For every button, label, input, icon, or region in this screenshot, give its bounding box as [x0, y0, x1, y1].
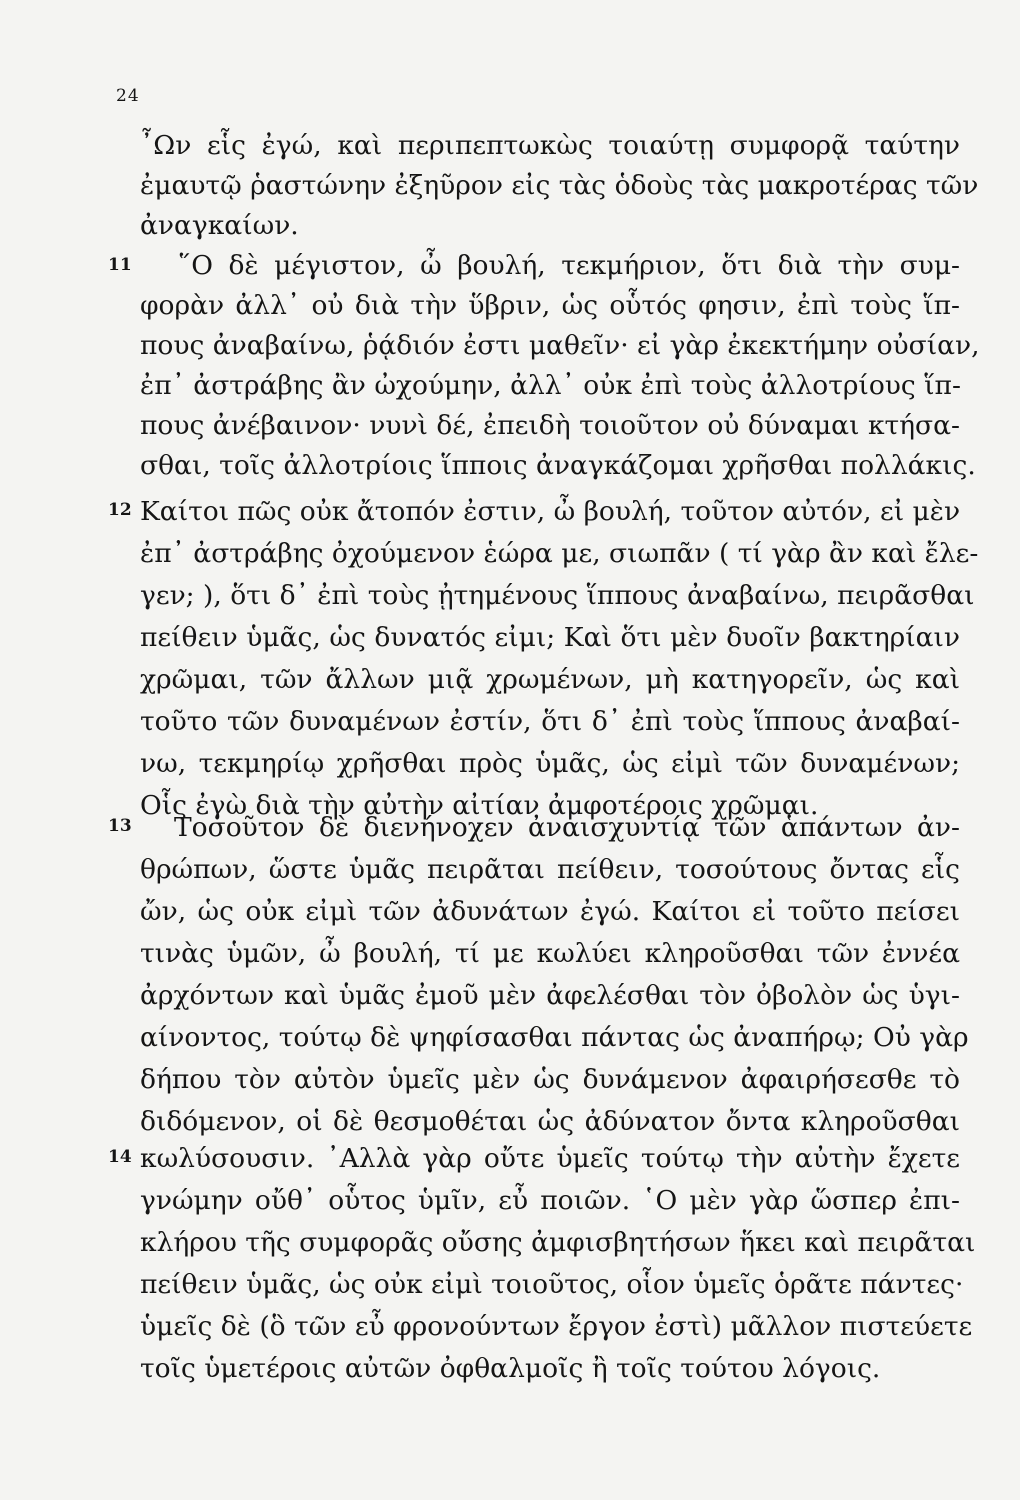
- text-line: φορὰν ἀλλ᾽ οὐ διὰ τὴν ὕβριν, ὡς οὗτός φησιν, ἐπὶ τοὺς ἵπ-: [140, 290, 960, 321]
- text-line: ἐμαυτῷ ῥαστώνην ἐξηῦρον εἰς τὰς ὁδοὺς τὰς μακροτέρας τῶν: [140, 170, 979, 201]
- text-line: πείθειν ὑμᾶς, ὡς οὐκ εἰμὶ τοιοῦτος, οἷον ὑμεῖς ὁρᾶτε πάντες·: [140, 1269, 964, 1300]
- section-number-12: 12: [108, 500, 132, 520]
- text-line: ὑμεῖς δὲ (ὃ τῶν εὖ φρονούντων ἔργον ἐστὶ) μᾶλλον πιστεύετε: [140, 1311, 973, 1342]
- text-line: ἐπ᾽ ἀστράβης ὀχούμενον ἑώρα με, σιωπᾶν ( τί γὰρ ἂν καὶ ἔλε-: [140, 538, 979, 569]
- text-line: νω, τεκμηρίῳ χρῆσθαι πρὸς ὑμᾶς, ὡς εἰμὶ τῶν δυναμένων;: [140, 748, 960, 779]
- text-line: ἀναγκαίων.: [140, 210, 299, 241]
- text-line: τοῦτο τῶν δυναμένων ἐστίν, ὅτι δ᾽ ἐπὶ τοὺς ἵππους ἀναβαί-: [140, 706, 960, 737]
- text-line: τινὰς ὑμῶν, ὦ βουλή, τί με κωλύει κληροῦσθαι τῶν ἐννέα: [140, 938, 960, 969]
- text-line: Καίτοι πῶς οὐκ ἄτοπόν ἐστιν, ὦ βουλή, τοῦτον αὐτόν, εἰ μὲν: [140, 496, 961, 527]
- text-line: Τοσοῦτον δὲ διενήνοχεν ἀναισχυντίᾳ τῶν ἁπάντων ἀν-: [174, 812, 960, 843]
- text-line: δήπου τὸν αὐτὸν ὑμεῖς μὲν ὡς δυνάμενον ἀφαιρήσεσθε τὸ: [140, 1064, 960, 1095]
- text-line: αίνοντος, τούτῳ δὲ ψηφίσασθαι πάντας ὡς ἀναπήρῳ; Οὐ γὰρ: [140, 1022, 969, 1053]
- text-line: θρώπων, ὥστε ὑμᾶς πειρᾶται πείθειν, τοσούτους ὄντας εἷς: [140, 854, 960, 885]
- text-line: τοῖς ὑμετέροις αὐτῶν ὀφθαλμοῖς ἢ τοῖς τούτου λόγοις.: [140, 1353, 881, 1384]
- text-line: ἐπ᾽ ἀστράβης ἂν ὠχούμην, ἀλλ᾽ οὐκ ἐπὶ τοὺς ἀλλοτρίους ἵπ-: [140, 370, 961, 401]
- section-number-13: 13: [108, 816, 132, 836]
- section-number-11: 11: [108, 255, 132, 275]
- text-line: πους ἀνέβαινον· νυνὶ δέ, ἐπειδὴ τοιοῦτον οὐ δύναμαι κτήσα-: [140, 410, 960, 441]
- section-number-14: 14: [108, 1147, 132, 1167]
- text-line: πους ἀναβαίνω, ῥᾴδιόν ἐστι μαθεῖν· εἰ γὰρ ἐκεκτήμην οὐσίαν,: [140, 330, 980, 361]
- text-line: ἀρχόντων καὶ ὑμᾶς ἐμοῦ μὲν ἀφελέσθαι τὸν ὀβολὸν ὡς ὑγι-: [140, 980, 960, 1011]
- text-line: πείθειν ὑμᾶς, ὡς δυνατός εἰμι; Καὶ ὅτι μὲν δυοῖν βακτηρίαιν: [140, 622, 960, 653]
- text-line: χρῶμαι, τῶν ἄλλων μιᾷ χρωμένων, μὴ κατηγορεῖν, ὡς καὶ: [140, 664, 960, 695]
- text-line: διδόμενον, οἱ δὲ θεσμοθέται ὡς ἀδύνατον ὄντα κληροῦσθαι: [140, 1106, 960, 1137]
- text-line: κλήρου τῆς συμφορᾶς οὔσης ἀμφισβητήσων ἥκει καὶ πειρᾶται: [140, 1227, 976, 1258]
- text-line: Οἷς ἐγὼ διὰ τὴν αὐτὴν αἰτίαν ἀμφοτέροις χρῶμαι.: [140, 790, 819, 821]
- text-line: γνώμην οὔθ᾽ οὗτος ὑμῖν, εὖ ποιῶν. ῾Ο μὲν γὰρ ὥσπερ ἐπι-: [140, 1185, 960, 1216]
- text-line: κωλύσουσιν. ᾽Αλλὰ γὰρ οὔτε ὑμεῖς τούτῳ τὴν αὐτὴν ἔχετε: [140, 1143, 960, 1174]
- text-line: ῏Ων εἷς ἐγώ, καὶ περιπεπτωκὼς τοιαύτῃ συμφορᾷ ταύτην: [140, 130, 960, 161]
- text-line: ὤν, ὡς οὐκ εἰμὶ τῶν ἀδυνάτων ἐγώ. Καίτοι εἰ τοῦτο πείσει: [140, 896, 960, 927]
- text-line: γεν; ), ὅτι δ᾽ ἐπὶ τοὺς ᾐτημένους ἵππους ἀναβαίνω, πειρᾶσθαι: [140, 580, 975, 611]
- page-number: 24: [116, 86, 140, 106]
- text-line: ῞Ο δὲ μέγιστον, ὦ βουλή, τεκμήριον, ὅτι διὰ τὴν συμ-: [178, 250, 960, 281]
- text-line: σθαι, τοῖς ἀλλοτρίοις ἵπποις ἀναγκάζομαι χρῆσθαι πολλάκις.: [140, 450, 976, 481]
